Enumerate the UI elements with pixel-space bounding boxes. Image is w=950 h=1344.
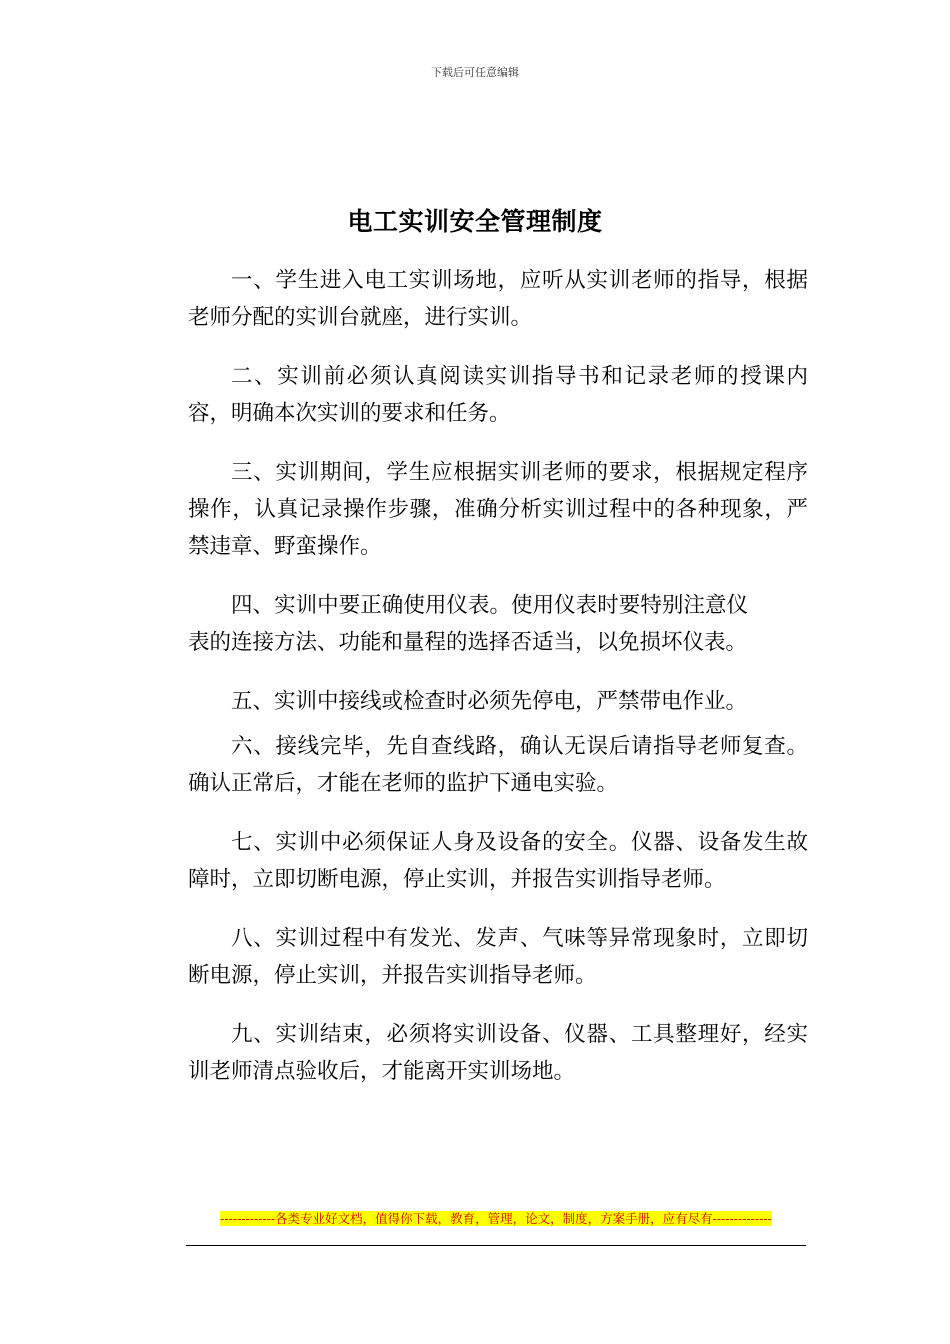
rule-paragraph-2: 二、实训前必须认真阅读实训指导书和记录老师的授课内容，明确本次实训的要求和任务。 bbox=[188, 364, 808, 426]
page-header-note: 下载后可任意编辑 bbox=[431, 66, 519, 79]
page-footer bbox=[186, 1211, 806, 1227]
rule-paragraph-5: 五、实训中接线或检查时必须先停电，严禁带电作业。 bbox=[231, 689, 748, 714]
rule-paragraph-1: 一、学生进入电工实训场地，应听从实训老师的指导，根据老师分配的实训台就座，进行实训。 bbox=[188, 268, 808, 330]
footer-banner-text: -------------各类专业好文档，值得你下载，教育，管理，论文，制度，方案手册，应有尽有-------------- bbox=[220, 1211, 772, 1226]
rule-paragraph-6: 六、接线完毕，先自查线路，确认无误后请指导老师复查。确认正常后，才能在老师的监护下通电实验。 bbox=[188, 734, 808, 796]
document-body bbox=[188, 262, 808, 1112]
rule-paragraph-4: 四、实训中要正确使用仪表。使用仪表时要特别注意仪表的连接方法、功能和量程的选择否适当，以免损坏仪表。 bbox=[188, 593, 748, 655]
rule-paragraph-9: 九、实训结束，必须将实训设备、仪器、工具整理好，经实训老师清点验收后，才能离开实训场地。 bbox=[188, 1022, 808, 1084]
rule-paragraph-3: 三、实训期间，学生应根据实训老师的要求，根据规定程序操作，认真记录操作步骤，准确分析实训过程中的各种现象，严禁违章、野蛮操作。 bbox=[188, 460, 808, 559]
rule-paragraph-8: 八、实训过程中有发光、发声、气味等异常现象时，立即切断电源，停止实训，并报告实训指导老师。 bbox=[188, 926, 808, 988]
footer-divider bbox=[186, 1245, 806, 1246]
rule-paragraph-7: 七、实训中必须保证人身及设备的安全。仪器、设备发生故障时，立即切断电源，停止实训，并报告实训指导老师。 bbox=[188, 830, 808, 892]
document-title: 电工实训安全管理制度 bbox=[347, 207, 603, 236]
